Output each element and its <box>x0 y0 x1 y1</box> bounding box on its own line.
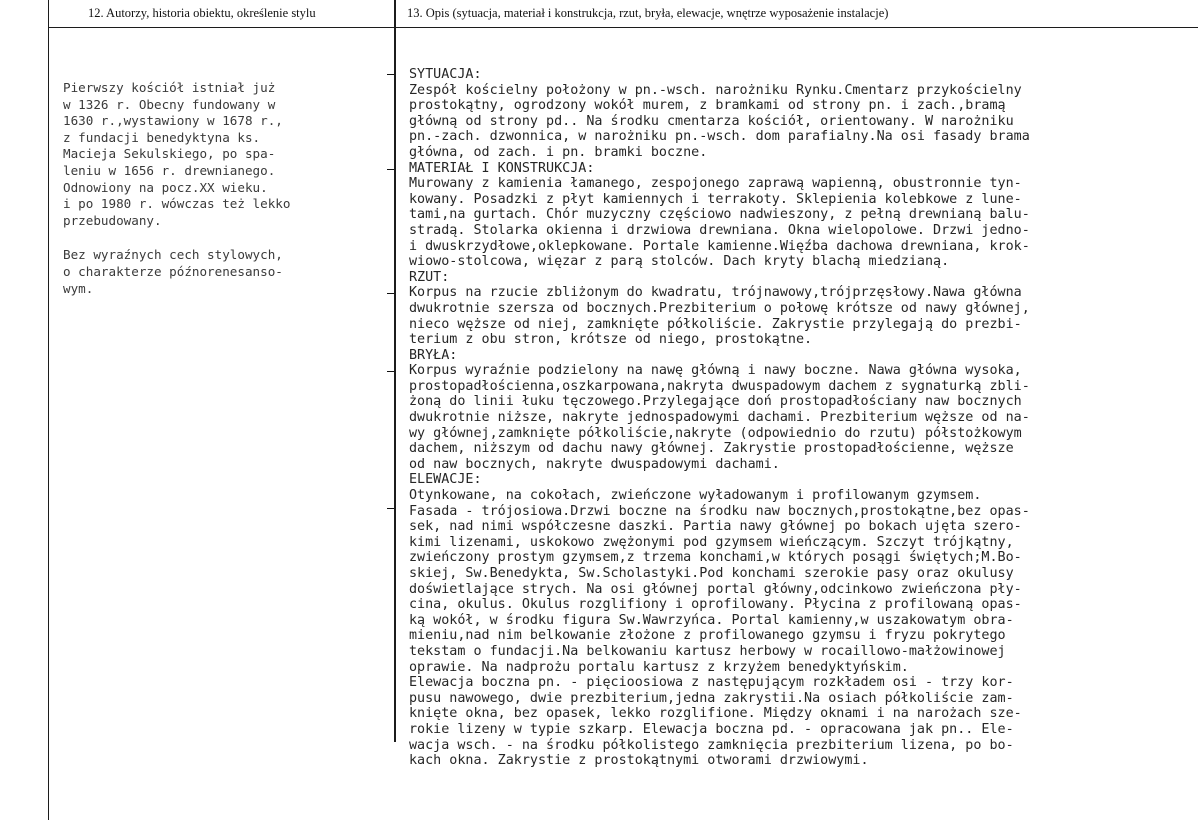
description-line: MATERIAŁ I KONSTRUKCJA: <box>409 160 595 176</box>
section-tick-mark <box>387 293 394 294</box>
description-line: dachem, niższym od dachu nawy głównej. Zakrystie prostopadłościenne, węższe <box>409 441 1014 457</box>
description-column <box>409 67 1195 769</box>
section-12-heading: 12. Autorzy, historia obiektu, określenie stylu <box>88 6 316 20</box>
history-paragraph-1 <box>63 80 383 229</box>
description-line: główną od strony pd.. Na środku cmentarza kościół, orientowany. W narożniku <box>409 113 1014 129</box>
description-line: dwukrotnie szersza od bocznych.Prezbiterium o połowę krótsze od nawy głównej, <box>409 300 1030 316</box>
description-line: pn.-zach. dzwonnica, w narożniku pn.-wsch. dom parafialny.Na osi fasady brama <box>409 129 1030 145</box>
history-line: 1630 r.,wystawiony w 1678 r., <box>63 113 283 129</box>
history-line: leniu w 1656 r. drewnianego. <box>63 162 276 178</box>
description-line: i dwuskrzydłowe,oklepkowane. Portale kamienne.Więźba dachowa drewniana, krok- <box>409 238 1030 254</box>
description-line: wy głównej,zamknięte półkoliście,nakryte (odpowiednio do rzutu) półstożkowym <box>409 425 1022 441</box>
description-line: ką wokół, w środku figura Sw.Wawrzyńca. Portal kamienny,w uszakowatym obra- <box>409 612 1014 628</box>
description-line: Korpus wyraźnie podzielony na nawę główną i nawy boczne. Nawa główna wysoka, <box>409 363 1022 379</box>
left-margin-rule <box>48 0 49 820</box>
history-line: Odnowiony na pocz.XX wieku. <box>63 179 268 195</box>
description-line: pusu nawowego, dwie prezbiterium,jedna zakrystii.Na osiach półkoliście zam- <box>409 690 1014 706</box>
description-line: sek, nad nimi współczesne daszki. Partia nawy głównej po bokach ujęta szero- <box>409 519 1022 535</box>
description-line: główna, od zach. i pn. bramki boczne. <box>409 144 708 160</box>
description-line: Otynkowane, na cokołach, zwieńczone wyładowanym i profilowanym gzymsem. <box>409 488 982 504</box>
history-line: z fundacji benedyktyna ks. <box>63 129 261 145</box>
description-line: Murowany z kamienia łamanego, zespojonego zaprawą wapienną, obustronnie tyn- <box>409 176 1022 192</box>
style-line: Bez wyraźnych cech stylowych, <box>63 247 283 263</box>
description-line: tami,na gurtach. Chór muzyczny częściowo nadwieszony, z pełną drewnianą balu- <box>409 207 1030 223</box>
description-line: rokie lizeny w typie szkarp. Elewacja boczna pd. - opracowana jak pn.. Ele- <box>409 721 1014 737</box>
description-line: zwieńczony prostym gzymsem,z trzema konchami,w których posągi świętych;M.Bo- <box>409 550 1022 566</box>
history-line: i po 1980 r. wówczas też lekko <box>63 196 291 212</box>
description-line: tekstam o fundacji.Na belkowaniu kartusz herbowy w rocaillowo-małżowinowej <box>409 643 1006 659</box>
description-line: SYTUACJA: <box>409 67 482 82</box>
section-tick-mark <box>387 74 394 75</box>
history-line: przebudowany. <box>63 212 162 228</box>
description-line: stradą. Stolarka okienna i drzwiowa drewniana. Okna wielopolowe. Drzwi jedno- <box>409 222 1030 238</box>
column-divider-rule <box>394 0 396 742</box>
description-line: prostopadłościenna,oszkarpowana,nakryta dwuspadowym dachem z sygnaturką zbli- <box>409 378 1030 394</box>
description-line: BRYŁA: <box>409 347 458 363</box>
description-line: Fasada - trójosiowa.Drzwi boczne na środku naw bocznych,prostokątne,bez opas- <box>409 503 1030 519</box>
description-line: terium z obu stron, krótsze od niego, prostokątne. <box>409 332 813 348</box>
section-tick-mark <box>387 371 394 372</box>
history-line: Pierwszy kościół istniał już <box>63 80 276 95</box>
description-line: Elewacja boczna pn. - pięcioosiowa z następującym rozkładem osi - trzy kor- <box>409 675 1014 691</box>
description-line: wacja wsch. - na środku półkolistego zamknięcia prezbiterium lizena, po bo- <box>409 737 1014 753</box>
history-column <box>63 80 383 297</box>
style-line: o charakterze późnorenesanso- <box>63 263 283 279</box>
history-line: Macieja Sekulskiego, po spa- <box>63 146 276 162</box>
style-paragraph <box>63 247 383 297</box>
section-13-heading: 13. Opis (sytuacja, materiał i konstrukcja, rzut, bryła, elewacje, wnętrze wyposażenie instalacje) <box>407 6 889 20</box>
description-line: oprawie. Na nadprożu portalu kartusz z krzyżem benedyktyńskim. <box>409 659 909 675</box>
description-line: Zespół kościelny położony w pn.-wsch. narożniku Rynku.Cmentarz przykościelny <box>409 82 1022 98</box>
description-line: knięte okna, bez opasek, lekko rozglifione. Między oknami i na narożach sze- <box>409 706 1022 722</box>
description-line: dwukrotnie niższe, nakryte jednospadowymi dachami. Prezbiterium węższe od na- <box>409 410 1030 426</box>
description-line: kimi lizenami, uskokowo zwężonymi pod gzymsem wieńczącym. Szczyt trójkątny, <box>409 534 1014 550</box>
description-line: od naw bocznych, nakryte dwuspadowymi dachami. <box>409 456 780 472</box>
section-tick-mark <box>387 169 394 170</box>
description-line: kowany. Posadzki z płyt kamiennych i terrakoty. Sklepienia kolebkowe z lune- <box>409 191 1022 207</box>
description-line: skiej, Sw.Benedykta, Sw.Scholastyki.Pod konchami szerokie pasy oraz okulusy <box>409 566 1014 581</box>
description-line: Korpus na rzucie zbliżonym do kwadratu, trójnawowy,trójprzęsłowy.Nawa główna <box>409 285 1022 301</box>
description-line: mieniu,nad nim belkowanie złożone z profilowanego gzymsu i fryzu pokrytego <box>409 628 1006 644</box>
description-line: wiowo-stolcowa, więzar z parą stolców. Dach kryty blachą miedzianą. <box>409 254 950 270</box>
description-line: nieco węższe od niej, zamknięte półkoliście. Zakrystie przylegają do prezbi- <box>409 316 1022 332</box>
description-line: RZUT: <box>409 269 450 285</box>
history-line: w 1326 r. Obecny fundowany w <box>63 96 276 112</box>
description-line: cina, okulus. Okulus rozglifiony i oprofilowany. Płycina z profilowaną opas- <box>409 597 1022 613</box>
description-line: kach okna. Zakrystie z prostokątnymi otworami drzwiowymi. <box>409 753 869 769</box>
header-rule <box>48 27 1198 28</box>
section-tick-mark <box>387 508 394 509</box>
description-line: ELEWACJE: <box>409 472 482 488</box>
style-line: wym. <box>63 280 94 296</box>
description-line: prostokątny, ogrodzony wokół murem, z bramkami od strony pn. i zach.,bramą <box>409 98 1006 114</box>
description-line: żoną do linii łuku tęczowego.Przylegające doń prostopadłościany naw bocznych <box>409 394 1022 410</box>
description-line: doświetlające strych. Na osi głównej portal główny,odcinkowo zwieńczona pły- <box>409 581 1022 597</box>
